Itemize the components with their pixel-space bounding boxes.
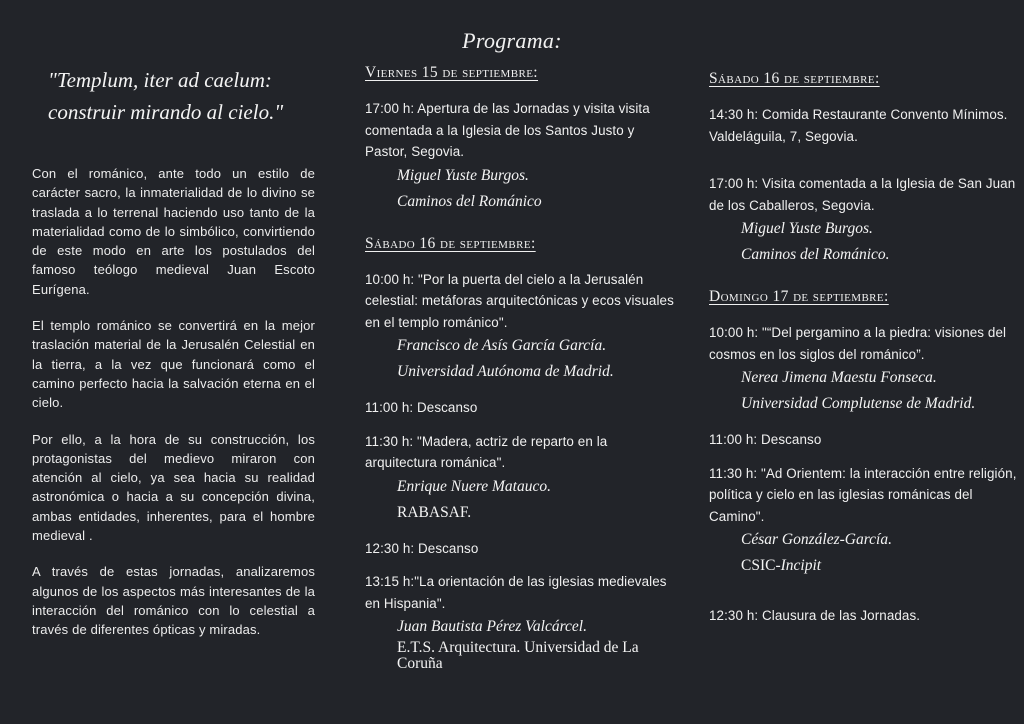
event-text: 12:30 h: Clausura de las Jornadas.: [709, 608, 921, 623]
program-event: [709, 463, 1019, 580]
event-speaker: Nerea Jimena Maestu Fonseca.: [741, 369, 937, 386]
event-speaker: Juan Bautista Pérez Valcárcel.: [397, 618, 587, 635]
event-speaker: Enrique Nuere Matauco.: [397, 477, 551, 495]
program-event: [709, 173, 1019, 268]
affiliation-suffix: Incipit: [780, 557, 822, 574]
event-text: 17:00 h: Visita comentada a la Iglesia de San Juan de los Caballeros, Segovia.: [709, 176, 1016, 213]
intro-paragraph: A través de estas jornadas, analizaremos algunos de los aspectos más interesantes de la interacción del románico con lo celestial a través de diferentes ópticas y miradas.: [32, 564, 315, 638]
day-heading-saturday: Sábado 16 de septiembre:: [709, 70, 880, 87]
day-heading-saturday: Sábado 16 de septiembre:: [365, 234, 536, 252]
event-speaker: César González-García.: [741, 531, 892, 548]
program-event: [709, 104, 1019, 147]
event-text: 13:15 h:"La orientación de las iglesias medievales en Hispania".: [365, 574, 667, 611]
day-heading-sunday: Domingo 17 de septiembre:: [709, 288, 889, 305]
event-speaker: Francisco de Asís García García.: [397, 337, 607, 354]
event-affiliation: E.T.S. Arquitectura. Universidad de La Coruña: [397, 639, 639, 672]
event-text: 12:30 h: Descanso: [365, 540, 479, 556]
event-text: 17:00 h: Apertura de las Jornadas y visita visita comentada a la Iglesia de los Santos Justo y Pastor, Segovia.: [365, 101, 650, 159]
intro-paragraph: El templo románico se convertirá en la mejor traslación material de la Jerusalén Celestial en la tierra, a la vez que funcionará como el camino perfecto hacia la salvación eterna en el cielo.: [32, 318, 315, 411]
program-event: [365, 431, 675, 526]
event-text: 14:30 h: Comida Restaurante Convento Mínimos. Valdeláguila, 7, Segovia.: [709, 107, 1008, 144]
event-text: 10:00 h: "Por la puerta del cielo a la Jerusalén celestial: metáforas arquitectónicas y ecos visuales en el templo románico".: [365, 271, 674, 330]
event-speaker: Miguel Yuste Burgos.: [397, 166, 529, 184]
program-title-text: Programa:: [462, 28, 562, 53]
event-text: 10:00 h: "“Del pergamino a la piedra: visiones del cosmos en los siglos del románico”.: [709, 325, 1007, 362]
program-event: [365, 397, 675, 419]
affiliation-prefix: CSIC-: [741, 557, 781, 574]
event-text: 11:00 h: Descanso: [365, 400, 478, 415]
event-affiliation: Universidad Autónoma de Madrid.: [397, 363, 614, 380]
event-text: 11:30 h: "Ad Orientem: la interacción entre religión, política y cielo en las iglesias románicas del Camino".: [709, 465, 1017, 524]
program-event: [709, 605, 1019, 627]
program-title: [0, 28, 1024, 54]
event-affiliation: Caminos del Románico.: [741, 246, 890, 263]
program-event: [365, 98, 675, 215]
event-speaker: Miguel Yuste Burgos.: [741, 220, 873, 237]
event-affiliation: [741, 553, 1019, 579]
program-event: [365, 538, 675, 560]
day-heading-friday: Viernes 15 de septiembre:: [365, 64, 539, 81]
motto-quote: "Templum, iter ad caelum: construir mirando al cielo.": [48, 68, 284, 124]
event-affiliation: RABASAF.: [397, 503, 472, 521]
program-event: [709, 322, 1019, 417]
intro-text: [32, 164, 315, 640]
program-event: [365, 269, 675, 386]
program-column-middle: [365, 64, 675, 684]
intro-paragraph: Con el románico, ante todo un estilo de carácter sacro, la inmaterialidad de lo divino se traslada a lo terrenal haciendo uso tanto de la materialidad como de lo simbólico, convirtiendo de este modo en arte los postulados del famoso teólogo medieval Juan Escoto Eurígena.: [32, 166, 315, 297]
program-event: [365, 571, 675, 672]
intro-paragraph: Por ello, a la hora de su construcción, los protagonistas del medievo miraron con atención al cielo, ya sea hacia su realidad astronómica o hacia a su concepción divina, ambas entidades, inherentes, para el hombre medieval .: [32, 431, 315, 544]
intro-column: [32, 64, 315, 657]
event-text: 11:00 h: Descanso: [709, 432, 822, 447]
program-event: [709, 429, 1019, 451]
event-text: 11:30 h: "Madera, actriz de reparto en la arquitectura románica".: [365, 433, 608, 470]
program-column-right: [709, 70, 1019, 639]
event-affiliation: Caminos del Románico: [397, 192, 542, 210]
event-affiliation: Universidad Complutense de Madrid.: [741, 395, 976, 412]
